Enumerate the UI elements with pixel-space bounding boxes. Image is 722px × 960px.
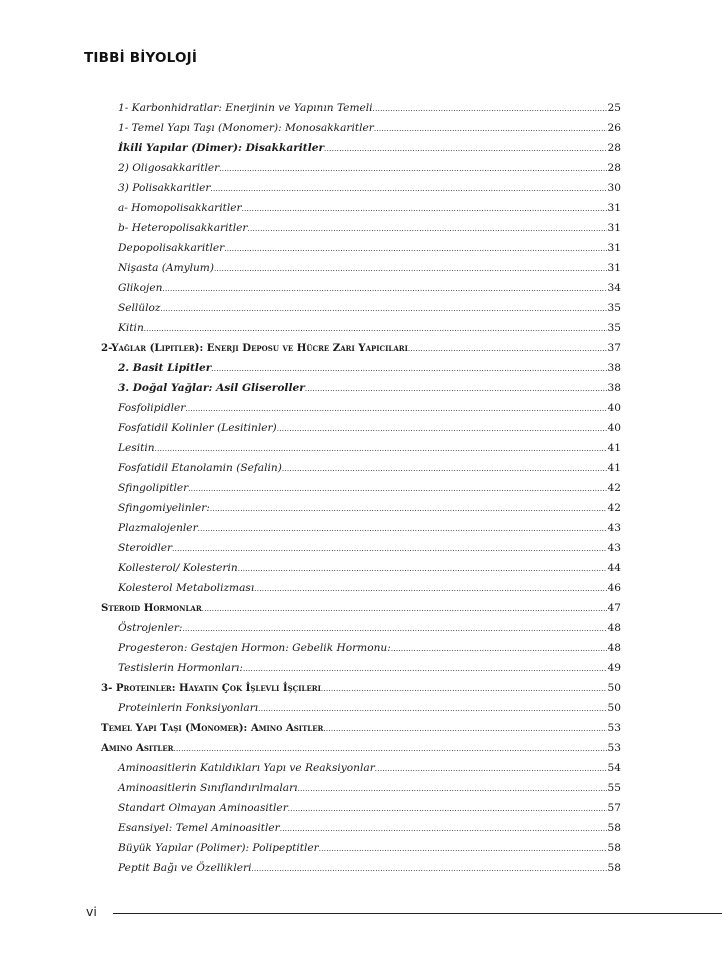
toc-entry-title: Glikojen	[118, 282, 163, 294]
toc-entry-page: 28	[607, 162, 621, 174]
toc-entry-title: Amino Asitler	[101, 742, 174, 754]
toc-entry-title: 2. Basit Lipitler	[118, 362, 212, 374]
dot-leader	[219, 158, 606, 178]
toc-entry-page: 48	[607, 622, 621, 634]
toc-entry[interactable]	[0, 658, 722, 678]
toc-entry-title: 2-Yağlar (Lipitler): Enerji Deposu ve Hücre Zarı Yapıcıları	[101, 342, 408, 354]
toc-entry[interactable]	[0, 818, 722, 838]
toc-entry[interactable]	[0, 538, 722, 558]
dot-leader	[408, 338, 607, 358]
toc-entry[interactable]	[0, 738, 722, 758]
toc-entry-page: 40	[607, 422, 621, 434]
toc-entry-page: 42	[607, 502, 621, 514]
toc-entry[interactable]	[0, 358, 722, 378]
toc-entry-page: 31	[607, 222, 621, 234]
page-number: vi	[86, 904, 97, 919]
dot-leader	[185, 398, 606, 418]
toc-entry-title: Sfingomiyelinler:	[118, 502, 210, 514]
toc-entry-title: Fosfolipidler	[118, 402, 186, 414]
dot-leader	[254, 578, 606, 598]
toc-entry-page: 57	[607, 802, 621, 814]
toc-entry-title: Proteinlerin Fonksiyonları	[118, 702, 259, 714]
toc-entry-page: 41	[607, 442, 621, 454]
toc-entry-page: 48	[607, 642, 621, 654]
toc-entry-title: b- Heteropolisakkaritler	[118, 222, 248, 234]
dot-leader	[214, 258, 607, 278]
dot-leader	[375, 758, 607, 778]
toc-entry[interactable]	[0, 798, 722, 818]
toc-entry[interactable]	[0, 758, 722, 778]
toc-entry-page: 37	[607, 342, 621, 354]
dot-leader	[160, 298, 606, 318]
toc-entry[interactable]	[0, 138, 722, 158]
dot-leader	[242, 198, 607, 218]
toc-entry[interactable]	[0, 498, 722, 518]
dot-leader	[224, 238, 606, 258]
toc-entry-page: 58	[607, 822, 621, 834]
dot-leader	[183, 618, 607, 638]
dot-leader	[251, 858, 606, 878]
toc-entry-page: 43	[607, 542, 621, 554]
toc-entry[interactable]	[0, 178, 722, 198]
dot-leader	[162, 278, 606, 298]
toc-entry-title: Aminoasitlerin Katıldıkları Yapı ve Reaksiyonlar	[118, 762, 375, 774]
toc-entry-page: 49	[607, 662, 621, 674]
toc-entry-page: 42	[607, 482, 621, 494]
dot-leader	[172, 538, 606, 558]
dot-leader	[243, 658, 607, 678]
toc-entry-page: 34	[607, 282, 621, 294]
toc-entry-page: 43	[607, 522, 621, 534]
toc-entry-page: 46	[607, 582, 621, 594]
toc-entry-title: Fosfatidil Etanolamin (Sefalin)	[118, 462, 282, 474]
toc-entry-title: Büyük Yapılar (Polimer): Polipeptitler	[118, 842, 319, 854]
toc-entry-title: Progesteron: Gestajen Hormon: Gebelik Hormonu:	[118, 642, 391, 654]
toc-entry-page: 31	[607, 242, 621, 254]
toc-entry-title: Plazmalojenler	[118, 522, 198, 534]
toc-entry-title: 3) Polisakkaritler	[118, 182, 211, 194]
toc-entry-page: 26	[607, 122, 621, 134]
toc-entry-title: Steroid Hormonlar	[101, 602, 202, 614]
toc-entry-title: Temel Yapı Taşı (Monomer): Amino Asitler	[101, 722, 324, 734]
toc-entry-title: Sellüloz	[118, 302, 161, 314]
dot-leader	[391, 638, 607, 658]
dot-leader	[258, 698, 606, 718]
toc-entry[interactable]	[0, 398, 722, 418]
toc-entry[interactable]	[0, 338, 722, 358]
toc-entry[interactable]	[0, 698, 722, 718]
dot-leader	[238, 558, 607, 578]
toc-entry[interactable]	[0, 218, 722, 238]
toc-entry-page: 38	[607, 362, 621, 374]
toc-entry-page: 35	[607, 322, 621, 334]
dot-leader	[210, 178, 606, 198]
toc-entry-page: 44	[607, 562, 621, 574]
dot-leader	[277, 418, 607, 438]
toc-entry-title: 1- Temel Yapı Taşı (Monomer): Monosakkaritler	[118, 122, 374, 134]
dot-leader	[210, 498, 607, 518]
toc-entry-page: 35	[607, 302, 621, 314]
dot-leader	[198, 518, 607, 538]
toc-entry[interactable]	[0, 158, 722, 178]
toc-entry-page: 54	[607, 762, 621, 774]
toc-entry-title: 3- Proteinler: Hayatın Çok İşlevli İşçileri	[101, 682, 321, 694]
toc-entry[interactable]	[0, 478, 722, 498]
toc-entry[interactable]	[0, 98, 722, 118]
toc-entry[interactable]	[0, 238, 722, 258]
toc-entry-title: Nişasta (Amylum)	[118, 262, 214, 274]
toc-entry-title: Aminoasitlerin Sınıflandırılmaları	[118, 782, 298, 794]
dot-leader	[305, 378, 607, 398]
toc-entry[interactable]	[0, 278, 722, 298]
toc-entry-title: Esansiyel: Temel Aminoasitler	[118, 822, 280, 834]
dot-leader	[323, 718, 606, 738]
toc-entry[interactable]	[0, 598, 722, 618]
toc-entry[interactable]	[0, 198, 722, 218]
toc-entry-title: 2) Oligosakkaritler	[118, 162, 220, 174]
running-header: TIBBİ BİYOLOJİ	[84, 50, 198, 66]
toc-entry-page: 38	[607, 382, 621, 394]
toc-entry-title: Testislerin Hormonları:	[118, 662, 243, 674]
dot-leader	[144, 318, 607, 338]
toc-entry[interactable]	[0, 558, 722, 578]
dot-leader	[202, 598, 607, 618]
dot-leader	[155, 438, 607, 458]
dot-leader	[288, 798, 607, 818]
toc-entry-title: a- Homopolisakkaritler	[118, 202, 242, 214]
toc-entry-title: Östrojenler:	[118, 622, 183, 634]
toc-entry-title: Steroidler	[118, 542, 173, 554]
toc-entry[interactable]	[0, 858, 722, 878]
dot-leader	[324, 138, 606, 158]
dot-leader	[373, 98, 607, 118]
toc-entry[interactable]	[0, 298, 722, 318]
toc-entry[interactable]	[0, 458, 722, 478]
toc-entry[interactable]	[0, 578, 722, 598]
dot-leader	[247, 218, 606, 238]
toc-entry-page: 58	[607, 862, 621, 874]
toc-entry[interactable]	[0, 618, 722, 638]
dot-leader	[211, 358, 606, 378]
toc-entry[interactable]	[0, 438, 722, 458]
toc-entry-title: Kolesterol Metabolizması	[118, 582, 255, 594]
toc-entry-page: 41	[607, 462, 621, 474]
toc-entry[interactable]	[0, 418, 722, 438]
toc-entry-title: Lesitin	[118, 442, 155, 454]
toc-entry-page: 55	[607, 782, 621, 794]
toc-entry-title: Kollesterol/ Kolesterin	[118, 562, 238, 574]
dot-leader	[188, 478, 606, 498]
footer-rule	[113, 913, 722, 914]
toc-entry-page: 30	[607, 182, 621, 194]
toc-entry-page: 58	[607, 842, 621, 854]
toc-entry-title: Fosfatidil Kolinler (Lesitinler)	[118, 422, 277, 434]
toc-entry-title: İkili Yapılar (Dimer): Disakkaritler	[118, 142, 325, 154]
dot-leader	[280, 818, 607, 838]
toc-entry-page: 28	[607, 142, 621, 154]
toc-entry[interactable]	[0, 258, 722, 278]
toc-entry-title: 3. Doğal Yağlar: Asil Gliseroller	[118, 382, 305, 394]
toc-entry-title: 1- Karbonhidratlar: Enerjinin ve Yapının Temeli	[118, 102, 373, 114]
toc-entry[interactable]	[0, 778, 722, 798]
toc-entry-title: Peptit Bağı ve Özellikleri	[118, 862, 252, 874]
toc-entry[interactable]	[0, 518, 722, 538]
toc-entry-page: 25	[607, 102, 621, 114]
toc-entry-page: 50	[607, 702, 621, 714]
toc-entry-title: Kitin	[118, 322, 144, 334]
toc-entry[interactable]	[0, 638, 722, 658]
dot-leader	[282, 458, 607, 478]
toc-entry[interactable]	[0, 318, 722, 338]
dot-leader	[321, 678, 607, 698]
toc-entry[interactable]	[0, 718, 722, 738]
toc-entry-page: 40	[607, 402, 621, 414]
dot-leader	[319, 838, 607, 858]
toc-entry[interactable]	[0, 378, 722, 398]
toc-entry-page: 53	[607, 722, 621, 734]
toc-entry-page: 31	[607, 202, 621, 214]
toc-entry-title: Sfingolipitler	[118, 482, 189, 494]
dot-leader	[298, 778, 607, 798]
toc-entry-title: Depopolisakkaritler	[118, 242, 225, 254]
table-of-contents	[0, 98, 722, 878]
toc-entry-page: 50	[607, 682, 621, 694]
toc-entry[interactable]	[0, 678, 722, 698]
dot-leader	[374, 118, 607, 138]
toc-entry[interactable]	[0, 118, 722, 138]
toc-entry-page: 31	[607, 262, 621, 274]
toc-entry-title: Standart Olmayan Aminoasitler	[118, 802, 288, 814]
toc-entry-page: 47	[607, 602, 621, 614]
toc-entry[interactable]	[0, 838, 722, 858]
toc-entry-page: 53	[607, 742, 621, 754]
dot-leader	[174, 738, 607, 758]
